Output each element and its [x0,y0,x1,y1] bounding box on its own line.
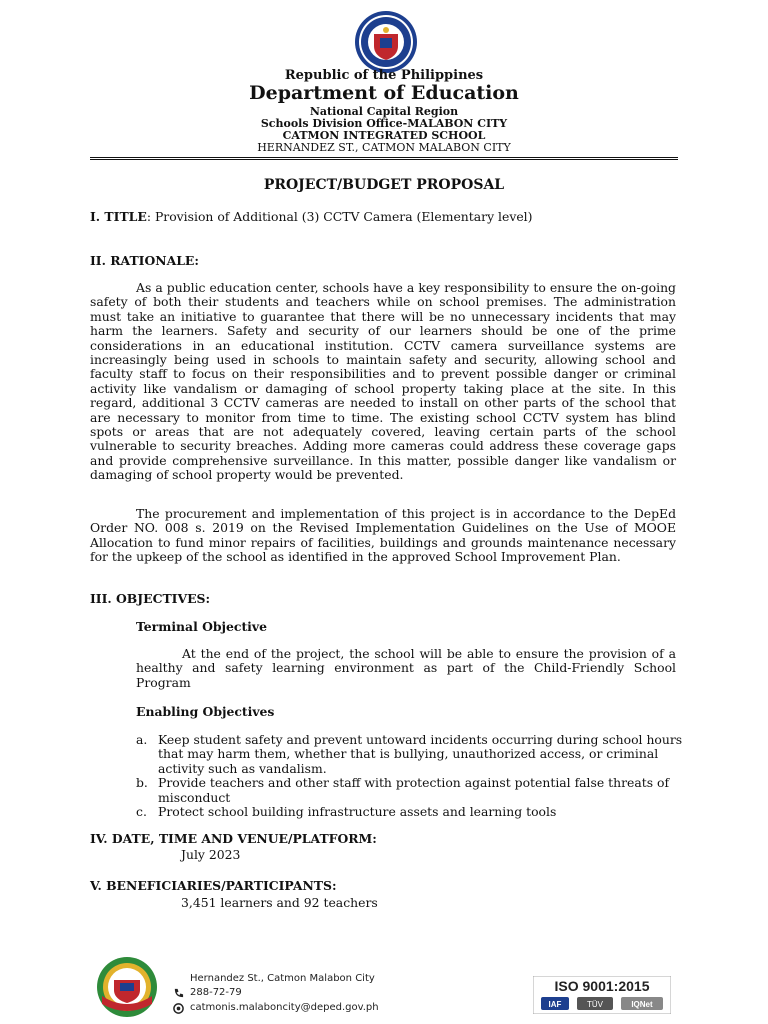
header-divider-thin [90,159,678,160]
document-title: PROJECT/BUDGET PROPOSAL [263,177,505,193]
school-name: CATMON INTEGRATED SCHOOL [282,129,486,142]
rationale-paragraph-2: The procurement and implementation of this project is in accordance to the DepEd Order NO. 008 s. 2019 on the Revised Implementation Guidelines on the Use of MOOE Allocation to fund minor repairs of facilities, buildings and grounds maintenance necessary for the upkeep of the school as identified in the approved School Improvement Plan. [90,506,676,565]
republic-line: Republic of the Philippines [284,68,484,83]
rationale-heading: II. RATIONALE: [90,253,199,268]
phone-icon [172,988,184,1000]
list-item-text: Provide teachers and other staff with protection against potential false threats of misconduct [158,775,670,805]
date-heading: IV. DATE, TIME AND VENUE/PLATFORM: [90,831,377,846]
list-item [136,805,696,819]
enabling-objectives-list [136,733,696,819]
list-item-text: Protect school building infrastructure assets and learning tools [158,804,557,820]
footer-email[interactable]: catmonis.malaboncity@deped.gov.ph [190,1001,379,1013]
rationale-paragraph-1: As a public education center, schools have a key responsibility to ensure the on-going safety of both their students and teachers while on school premises. The administration must take an initiative to guarantee that there will be no unnecessary incidents that may harm the learners. Safety and security of our learners should be one of the prime considerations in an educational institution. CCTV camera surveillance systems are increasingly being used in schools to maintain safety and security, allowing school and faculty staff to focus on their responsibilities and to prevent possible danger or criminal activity like vandalism or damaging of school property taking place at the site. In this regard, additional 3 CCTV cameras are needed to install on other parts of the school that are necessary to monitor from time to time. The existing school CCTV system has blind spots or areas that are not adequately covered, leaving certain parts of the school vulnerable to security breaches. Adding more cameras could address these coverage gaps and provide comprehensive surveillance. In this matter, possible danger like vandalism or damaging of school property would be prevented. [90,280,676,483]
list-marker: c. [136,804,147,820]
footer-email-row [172,1001,379,1015]
title-label: I. TITLE [90,209,147,224]
footer-phone-row [172,986,379,1000]
beneficiaries-heading: V. BENEFICIARIES/PARTICIPANTS: [90,878,337,893]
terminal-objective-heading: Terminal Objective [136,619,267,634]
title-value: : Provision of Additional (3) CCTV Camera (Elementary level) [146,209,533,224]
iso-badge-tuv: TÜV [587,1000,603,1009]
iso-label: ISO 9001:2015 [554,978,650,994]
region-line: National Capital Region [309,105,459,118]
list-item [136,776,696,805]
iso-badge-iaf: IAF [548,1000,562,1009]
date-value: July 2023 [181,847,241,862]
list-marker: a. [136,732,148,747]
list-item [136,733,696,776]
deped-seal-icon [354,10,418,74]
division-line: Schools Division Office-MALABON CITY [260,117,508,130]
school-address: HERNANDEZ ST., CATMON MALABON CITY [257,141,511,154]
iso-certification-icon [533,976,671,1014]
department-name: Department of Education [249,82,519,104]
beneficiaries-value: 3,451 learners and 92 teachers [181,895,378,910]
list-marker: b. [136,775,148,791]
email-icon [172,1002,184,1014]
terminal-objective-text: At the end of the project, the school will be able to ensure the provision of a healthy and safety learning environment as part of the Child-Friendly School Program [136,646,676,690]
footer-phone: 288-72-79 [190,987,242,999]
footer-address: Hernandez St., Catmon Malabon City [190,973,375,984]
enabling-objectives-heading: Enabling Objectives [136,704,275,719]
school-logo-icon [96,956,158,1018]
list-item-text: Keep student safety and prevent untoward incidents occurring during school hours that may harm them, whether that is bullying, unauthorized access, or criminal activity such as vandalism. [158,732,683,776]
objectives-heading: III. OBJECTIVES: [90,591,211,606]
header-divider [90,157,678,158]
footer-address-row [172,972,379,986]
title-section [90,210,690,224]
footer-contact [172,972,379,1015]
iso-badge-iqnet: IQNet [631,1000,653,1009]
